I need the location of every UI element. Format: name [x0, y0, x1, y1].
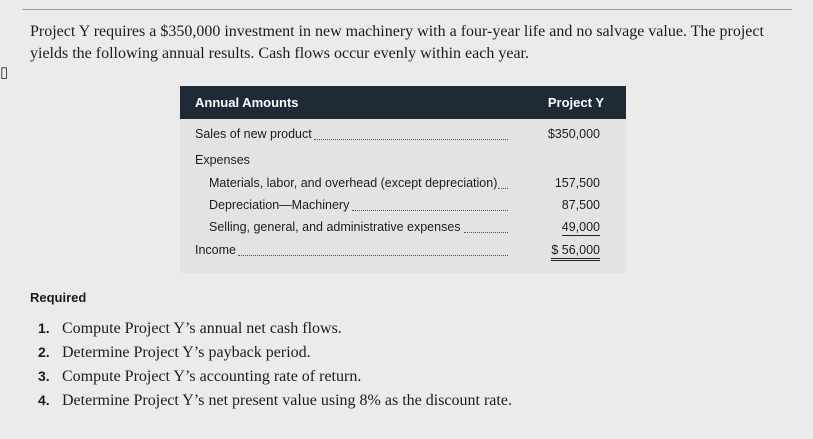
table-body	[180, 119, 626, 273]
question-text: Determine Project Y’s net present value using 8% as the discount rate.	[62, 392, 512, 409]
row-income	[180, 243, 626, 263]
top-rule	[22, 9, 792, 10]
dot-leader	[314, 139, 508, 140]
row-label: Income	[195, 243, 236, 257]
question-list	[38, 318, 512, 414]
row-label: Sales of new product	[195, 127, 312, 141]
row-value: 157,500	[554, 176, 600, 190]
row-depreciation	[180, 198, 626, 218]
question-number: 1.	[38, 320, 50, 336]
row-label: Depreciation—Machinery	[209, 198, 350, 212]
question-text: Determine Project Y’s payback period.	[62, 344, 311, 361]
table-header	[180, 86, 626, 119]
row-value: 87,500	[561, 198, 600, 212]
question-text: Compute Project Y’s accounting rate of return.	[62, 368, 362, 385]
dot-leader	[464, 232, 508, 233]
question-number: 3.	[38, 368, 50, 384]
problem-intro: Project Y requires a $350,000 investment in new machinery with a four-year life and no salvage value. The project yields the following annual results. Cash flows occur evenly within each year.	[30, 23, 764, 62]
header-project-y: Project Y	[547, 95, 604, 110]
dot-leader	[498, 188, 508, 189]
header-annual-amounts: Annual Amounts	[195, 95, 299, 110]
annual-amounts-table	[180, 86, 626, 273]
question-number: 2.	[38, 344, 50, 360]
row-value: $350,000	[547, 127, 600, 141]
question-item	[38, 318, 512, 342]
dot-leader	[238, 255, 508, 256]
row-label: Materials, labor, and overhead (except depreciation)	[209, 176, 498, 190]
row-materials	[180, 176, 626, 196]
question-text: Compute Project Y’s annual net cash flows.	[62, 320, 342, 337]
margin-mark: ▯	[0, 65, 9, 81]
row-sales	[180, 127, 626, 147]
question-item	[38, 390, 512, 414]
row-value: 49,000	[561, 220, 600, 234]
row-selling-general	[180, 220, 626, 240]
row-expenses	[180, 153, 626, 173]
row-label: Selling, general, and administrative expenses	[209, 220, 461, 234]
row-value: $ 56,000	[551, 243, 600, 261]
required-heading: Required	[30, 290, 87, 305]
question-item	[38, 366, 512, 390]
question-item	[38, 342, 512, 366]
row-label: Expenses	[195, 153, 250, 167]
question-number: 4.	[38, 392, 50, 408]
dot-leader	[352, 210, 508, 211]
